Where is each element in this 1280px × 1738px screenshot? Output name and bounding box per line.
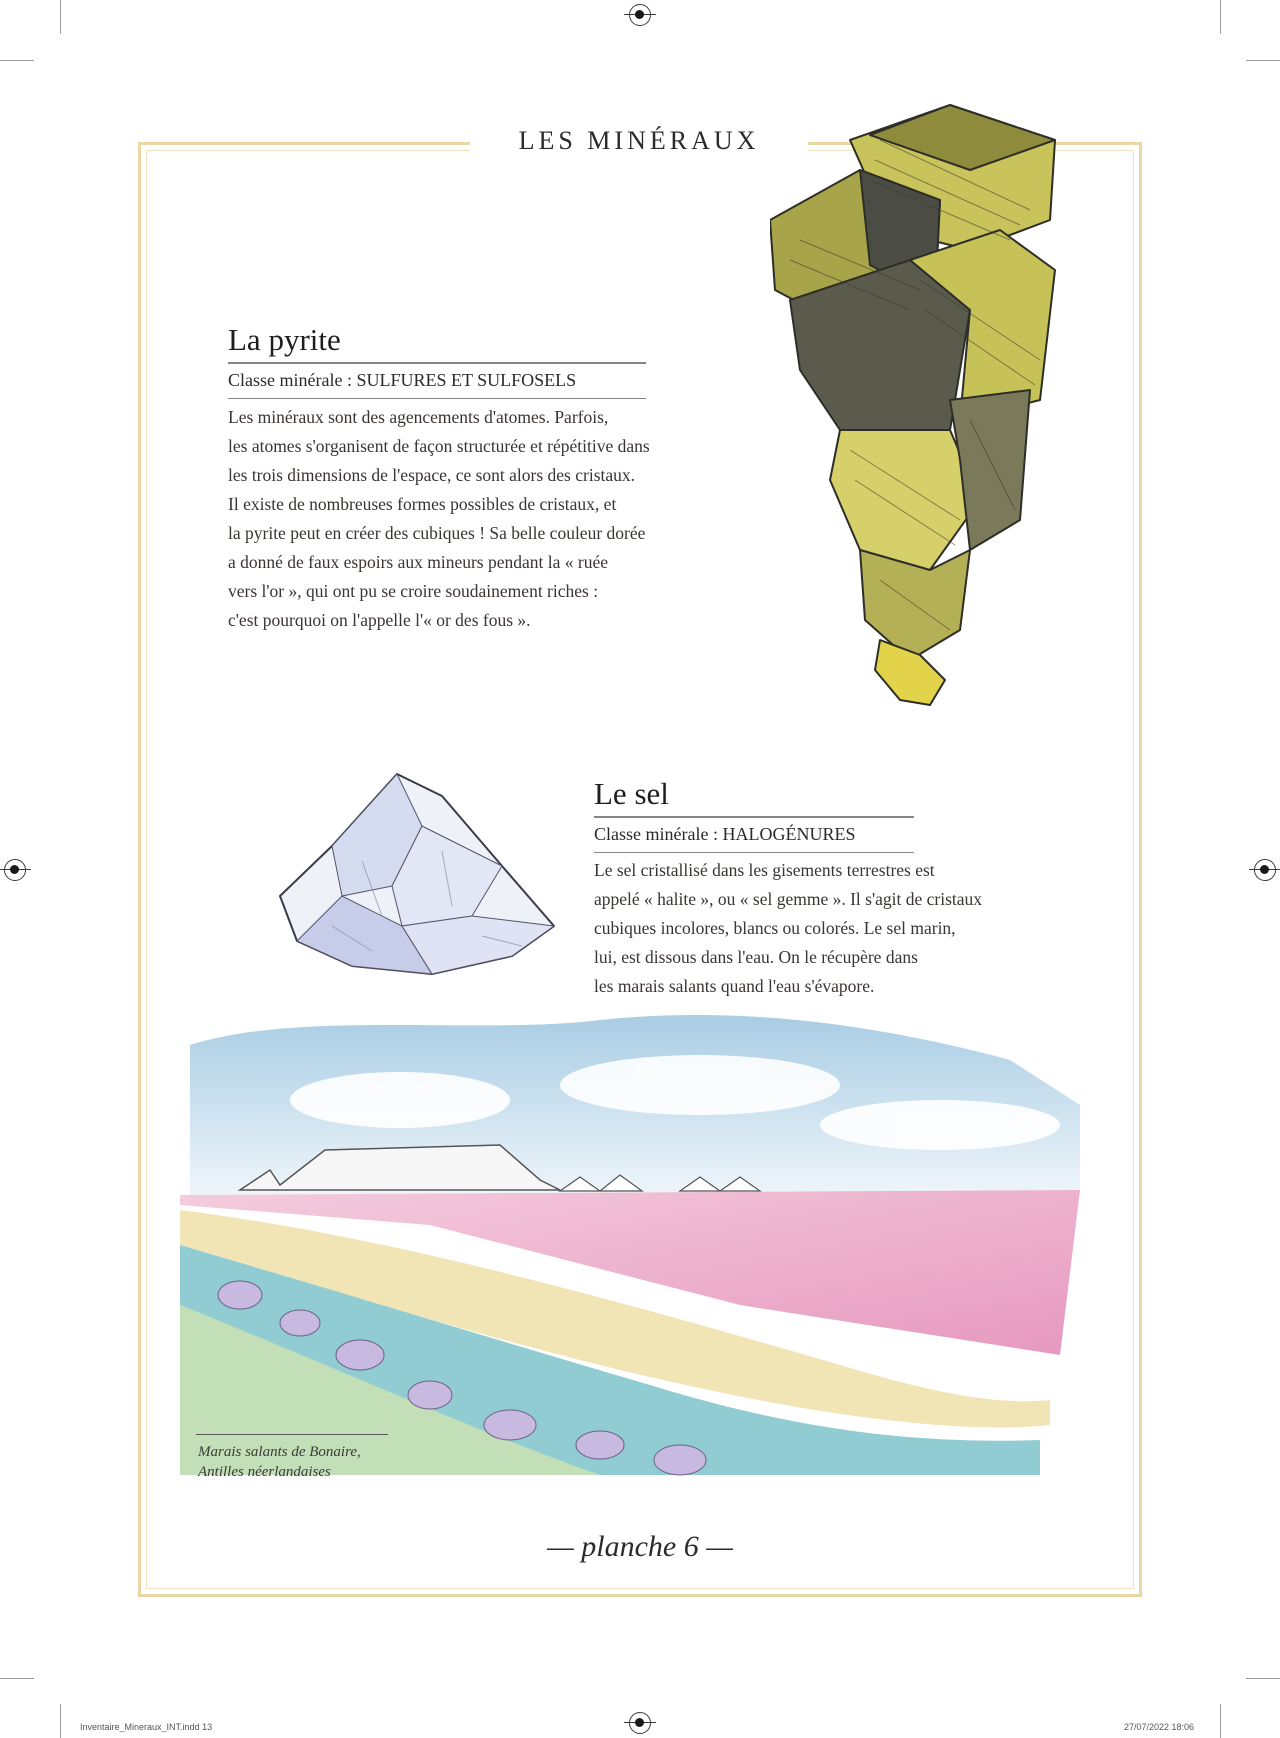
- registration-mark-left-icon: [4, 859, 26, 881]
- crop-mark-top-left: [60, 0, 61, 34]
- crop-mark-top-left-h: [0, 60, 34, 61]
- slug-file-name: Inventaire_Mineraux_INT.indd 13: [80, 1722, 213, 1732]
- page-title: LES MINÉRAUX: [518, 126, 760, 155]
- pyrite-title-rule: [228, 362, 646, 364]
- caption-rule: [196, 1434, 388, 1435]
- illustration-caption: Marais salants de Bonaire, Antilles néerlandaises: [198, 1444, 361, 1480]
- sel-description: Le sel cristallisé dans les gisements terrestres est appelé « halite », ou « sel gemme ». Il s'agit de cristaux cubiques incolores, blancs ou colorés. Le sel marin, lui, est dissous dans l'eau. On le récupère dans les marais salants quand l'eau s'évapore.: [594, 860, 983, 996]
- salt-marsh-illustration: [180, 1005, 1090, 1485]
- pyrite-description: Les minéraux sont des agencements d'atomes. Parfois, les atomes s'organisent de façon structurée et répétitive dans les trois dimensions de l'espace, ce sont alors des cristaux. Il existe de nombreuses formes possibles de cristaux, et la pyrite peut en créer des cubiques ! Sa belle couleur dorée a donné de faux espoirs aux mineurs pendant la « ruée vers l'or », qui ont pu se croire soudainement riches : c'est pourquoi on l'appelle l'« or des fous ».: [228, 407, 650, 630]
- pyrite-class-rule: [228, 398, 646, 399]
- sel-class-line: Classe minérale : HALOGÉNURES: [594, 824, 856, 844]
- sel-title: Le sel: [594, 776, 669, 811]
- crop-mark-top-right-h: [1246, 60, 1280, 61]
- crop-mark-bottom-left-h: [0, 1678, 34, 1679]
- pyrite-illustration: [770, 100, 1060, 710]
- registration-mark-right-icon: [1254, 859, 1276, 881]
- crop-mark-bottom-right-h: [1246, 1678, 1280, 1679]
- sel-title-rule: [594, 816, 914, 818]
- planche-number: — planche 6 —: [547, 1530, 733, 1563]
- pyrite-class-line: Classe minérale : SULFURES ET SULFOSELS: [228, 370, 577, 390]
- sel-class-rule: [594, 852, 914, 853]
- pyrite-title: La pyrite: [228, 322, 341, 357]
- slug-date-time: 27/07/2022 18:06: [1124, 1722, 1195, 1732]
- crop-mark-bottom-left: [60, 1704, 61, 1738]
- registration-mark-bottom-icon: [629, 1712, 651, 1734]
- registration-mark-top-icon: [629, 4, 651, 26]
- crop-mark-top-right: [1220, 0, 1221, 34]
- crop-mark-bottom-right: [1220, 1704, 1221, 1738]
- salt-crystal-illustration: [272, 766, 558, 978]
